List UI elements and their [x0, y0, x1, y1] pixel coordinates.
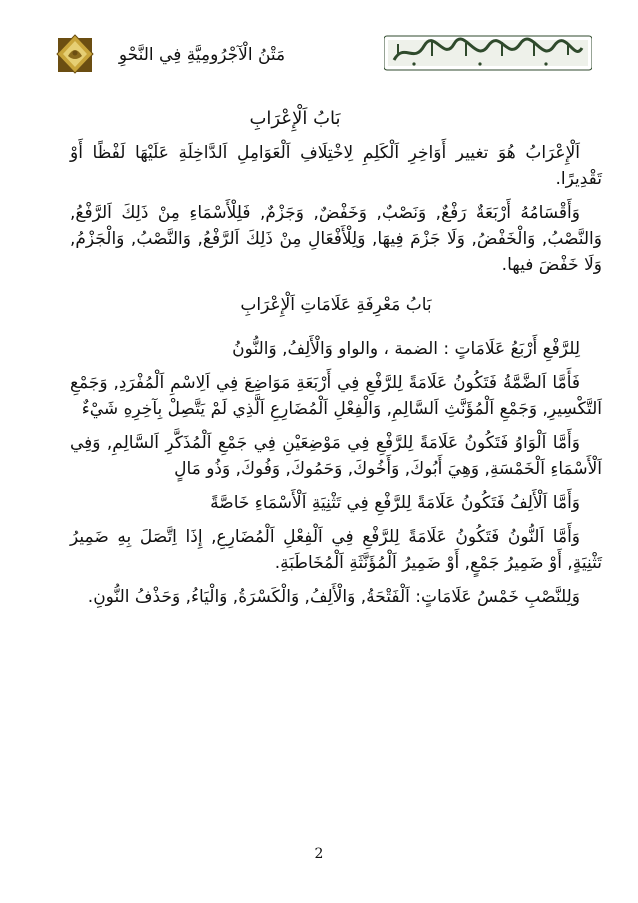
chapter-heading: بَابُ اَلْإِعْرَابِ	[249, 108, 341, 129]
section-heading: بَابُ مَعْرِفَةِ عَلَامَاتِ اَلْإِعْرَابِ	[240, 295, 432, 315]
paragraph-raf-signs: لِلرَّفْعِ أَرْبَعُ عَلَامَاتٍ : الضمة ، والواو وَالْأَلِفُ, وَالنُّونُ	[232, 339, 580, 359]
paragraph-waw: وَأَمَّا اَلْوَاوُ فَتَكُونُ عَلَامَةً لِلرَّفْعِ فِي مَوْضِعَيْنِ فِي جَمْعِ اَلْمُذَكَّرِ اَلسَّالِمِ, وَفِي اَلْأَسْمَاءِ اَلْخَمْسَةِ, وَهِيَ أَبُوكَ, وَأَخُوكَ, وَحَمُوكَ, وَفُوكَ, وَذُو مَالٍ	[70, 433, 602, 479]
document-body	[70, 140, 602, 618]
page-number: 2	[314, 846, 324, 862]
paragraph-nasb-signs: وَلِلنَّصْبِ خَمْسُ عَلَامَاتٍ: اَلْفَتْحَةُ, وَالْأَلِفُ, وَالْكَسْرَةُ, وَالْيَاءُ, وَحَذْفُ النُّونِ.	[87, 587, 580, 607]
paragraph-definition: اَلْإِعْرَابُ هُوَ تغيير أَوَاخِرِ اَلْكَلِمِ لِاخْتِلَافِ اَلْعَوَامِلِ اَلدَّاخِلَةِ عَلَيْهَا لَفْظًا أَوْ تَقْدِيرًا.	[70, 143, 602, 189]
paragraph-nun: وَأَمَّا اَلنُّونُ فَتَكُونُ عَلَامَةً لِلرَّفْعِ فِي اَلْفِعْلِ اَلْمُضَارِعِ, إِذَا اِتَّصَلَ بِهِ ضَمِيرُ تَثْنِيَةٍ, أَوْ ضَمِيرُ جَمْعٍ, أَوْ ضَمِيرُ اَلْمُؤَنَّثَةِ اَلْمُخَاطَبَةِ.	[70, 527, 602, 573]
document-title: مَتْنُ الْآجْرُومِيَّةِ فِي النَّحْوِ	[118, 45, 286, 65]
paragraph-divisions: وَأَقْسَامُهُ أَرْبَعَةٌ رَفْعٌ, وَنَصْبٌ, وَخَفْضٌ, وَجَزْمٌ, فَلِلْأَسْمَاءِ مِنْ ذَلِكَ اَلرَّفْعُ, وَالنَّصْبُ, وَالْخَفْضُ, وَلَا جَزْمَ فِيهَا, وَلِلْأَفْعَالِ مِنْ ذَلِكَ اَلرَّفْعُ, وَالنَّصْبُ, وَالْجَزْمُ, وَلَا خَفْضَ فيها.	[70, 203, 602, 275]
paragraph-alif: وَأَمَّا اَلْأَلِفُ فَتَكُونُ عَلَامَةً لِلرَّفْعِ فِي تَثْنِيَةِ اَلْأَسْمَاءِ خَاصَّةً	[210, 493, 580, 513]
paragraph-damma: فَأَمَّا اَلضَّمَّةُ فَتَكُونُ عَلَامَةً لِلرَّفْعِ فِي أَرْبَعَةِ مَوَاضِعَ فِي اَلِاسْمِ اَلْمُفْرَدِ, وَجَمْعِ اَلتَّكْسِيرِ, وَجَمْعِ اَلْمُؤَنَّثِ اَلسَّالِمِ, وَالْفِعْلِ اَلْمُضَارِعِ اَلَّذِي لَمْ يَتَّصِلْ بِآخِرِهِ شَيْءٌ	[70, 373, 602, 419]
calligraphy-banner-icon	[384, 34, 592, 72]
gold-emblem-icon	[56, 34, 94, 74]
